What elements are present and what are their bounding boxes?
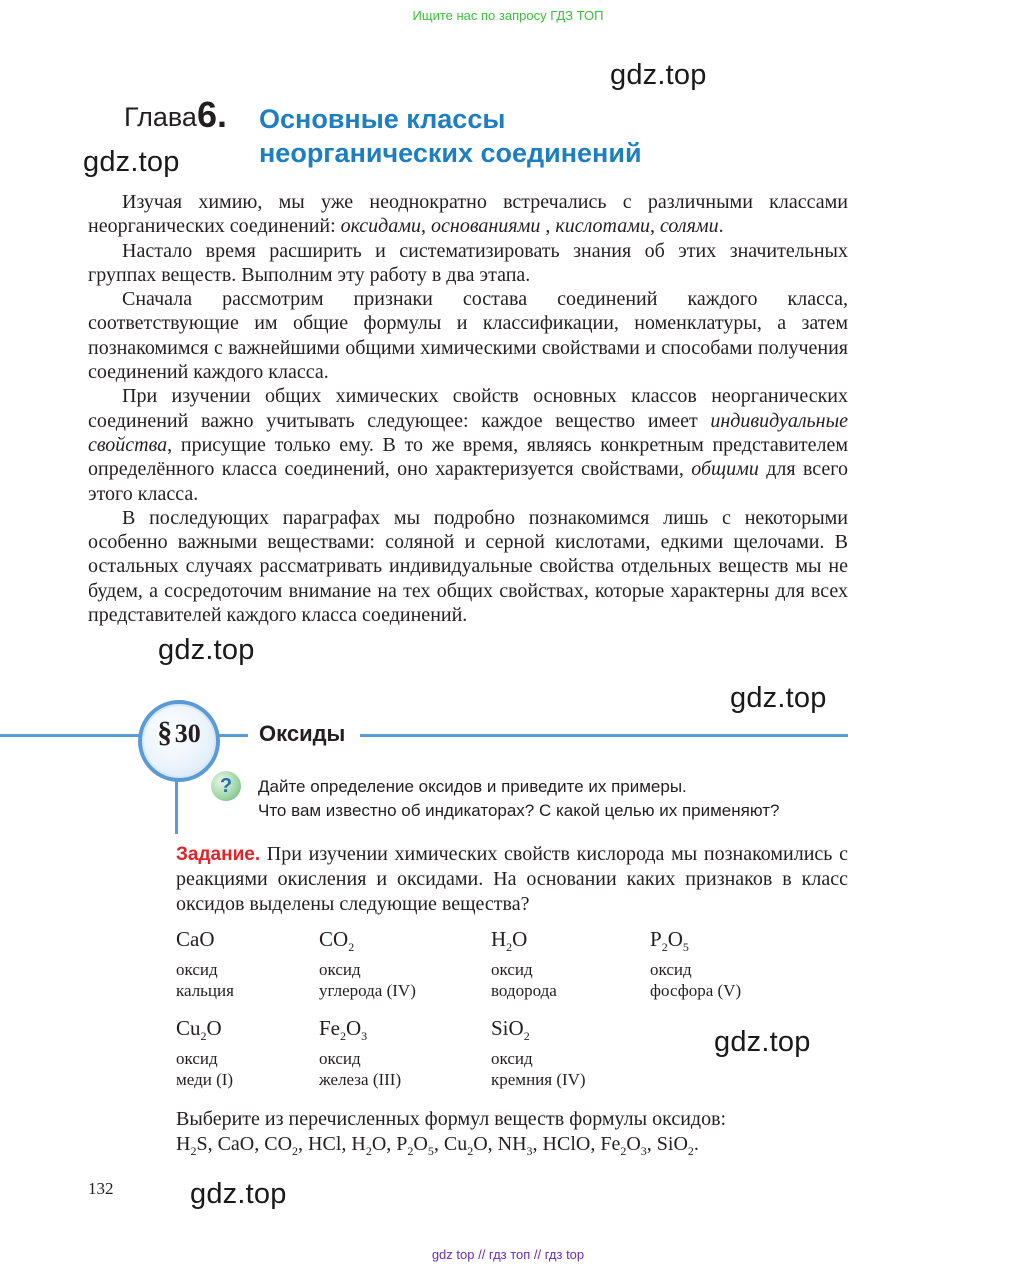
oxide-caption: оксид железа (III) <box>319 1049 402 1089</box>
watermark: gdz.top <box>714 1026 811 1058</box>
watermark: gdz.top <box>158 634 255 666</box>
chapter-title <box>259 102 642 170</box>
choose-task <box>176 1107 848 1157</box>
oxide-caption: оксид меди (I) <box>176 1049 234 1089</box>
section-rule-left <box>0 734 142 737</box>
formula-p2o5: $P_2O_5$ <box>650 927 689 954</box>
oxide-caption: оксид фосфора (V) <box>650 960 742 1000</box>
formula-co2: $CO_2$ <box>319 927 355 954</box>
formula-list: $H_2S$, CaO, $CO_2$, HCl, $H_2O$, $P_2O_5$, $Cu_2O$, $NH_3$, HClO, $Fe_2O_3$, SiO$_2$. <box>176 1133 699 1158</box>
intro-paragraph: Изучая химию, мы уже неоднократно встречались с различными классами неорганических соединений: оксидами, основаниями , кислотами, солями. <box>88 191 848 238</box>
chapter-title-line2: неорганических соединений <box>259 138 642 168</box>
task-paragraph <box>176 842 848 916</box>
formula-sio2: SiO$_2$ <box>491 1016 530 1043</box>
oxide-caption: оксид углерода (IV) <box>319 960 416 1000</box>
formula-fe2o3: $Fe_2O_3$ <box>319 1016 368 1043</box>
task-label: Задание. <box>176 844 261 865</box>
section-number: § 30 <box>157 716 201 749</box>
formula-h2o: $H_2O$ <box>491 927 528 954</box>
watermark: gdz.top <box>83 146 180 178</box>
watermark: gdz.top <box>730 682 827 714</box>
chapter-label: Глава <box>124 102 197 132</box>
section-vertical-rule <box>175 780 178 834</box>
page-number: 132 <box>88 1179 114 1198</box>
chapter-number: 6. <box>197 94 228 135</box>
watermark: gdz.top <box>190 1178 287 1210</box>
intro-paragraph: Сначала рассмотрим признаки состава соединений каждого класса, соответствующие им общие формулы и классификации, номенклатуры, а затем познакомимся с важнейшими общими химическими свойствами и способами получения соединений каждого класса. <box>88 288 848 384</box>
footer-links[interactable]: gdz top // гдз топ // гдз top <box>431 1247 585 1262</box>
oxide-caption: оксид водорода <box>491 960 557 1000</box>
formula-cu2o: $Cu_2O$ <box>176 1016 222 1043</box>
review-questions <box>258 775 779 823</box>
formula-cao: CaO <box>176 927 215 951</box>
intro-paragraph: Настало время расширить и систематизировать знания об этих значительных группах веществ. Выполним эту работу в два этапа. <box>88 239 848 286</box>
section-title: Оксиды <box>259 721 346 746</box>
intro-text <box>88 190 848 627</box>
intro-paragraph: При изучении общих химических свойств основных классов неорганических соединений важно учитывать следующее: каждое вещество имеет индивидуальные свойства, присущие только ему. В то же время, являясь конкретным представителем определённого класса соединений, оно характеризуется свойствами, общими для всего этого класса. <box>88 385 848 505</box>
top-banner[interactable]: Ищите нас по запросу ГДЗ ТОП <box>412 8 604 23</box>
question-2: Что вам известно об индикаторах? С какой целью их применяют? <box>258 801 780 820</box>
watermark: gdz.top <box>610 59 707 91</box>
section-rule-right <box>360 734 848 737</box>
oxide-caption: оксид кальция <box>176 960 234 1000</box>
choose-text: Выберите из перечисленных формул веществ формулы оксидов: <box>176 1108 727 1130</box>
question-1: Дайте определение оксидов и приведите их примеры. <box>258 777 687 796</box>
task-text: При изучении химических свойств кислорода мы познакомились с реакциями окисления и оксидами. На основании каких признаков в класс оксидов выделены следующие вещества? <box>176 843 848 915</box>
intro-paragraph: В последующих параграфах мы подробно познакомимся лишь с некоторыми особенно важными веществами: соляной и серной кислотами, едкими щелочами. В остальных случаях рассматривать индивидуальные свойства отдельных веществ мы не будем, а сосредоточим внимание на тех общих свойствах, которые характерны для всех представителей каждого класса соединений. <box>88 506 848 627</box>
chapter-title-line1: Основные классы <box>259 104 506 134</box>
oxide-caption: оксид кремния (IV) <box>491 1049 586 1089</box>
question-icon: ? <box>211 771 241 801</box>
